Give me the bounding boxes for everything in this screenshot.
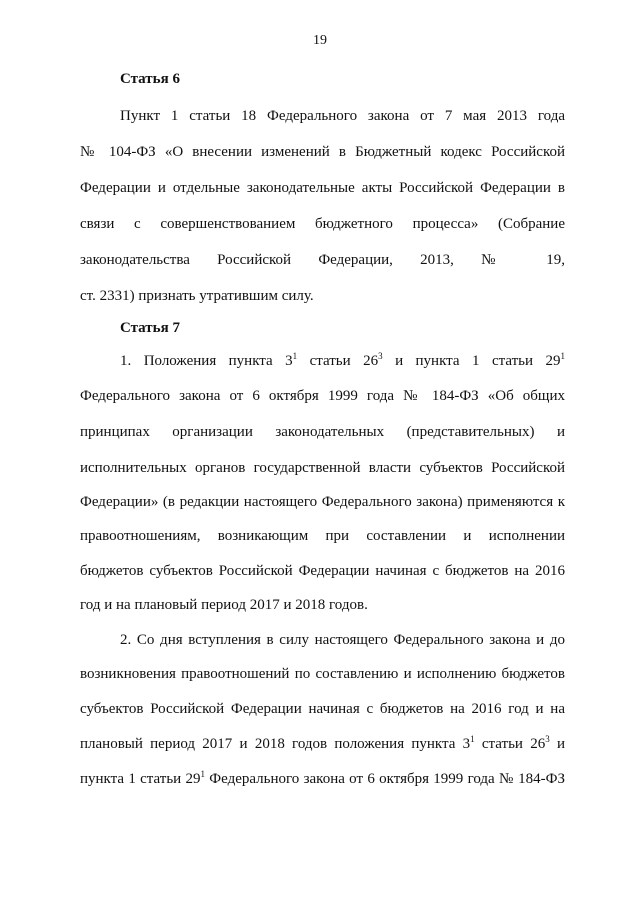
text-segment: статьи 26: [474, 736, 546, 752]
superscript: 1: [200, 769, 205, 779]
article-7-p2-line: субъектов Российской Федерации начиная с бюджетов на 2016 год и на: [80, 701, 565, 717]
text-segment: статьи 26: [297, 353, 379, 369]
text-segment: Федерального закона от 6 октября 1999 года № 184-ФЗ: [205, 771, 565, 787]
text-segment: и пункта 1 статьи 29: [382, 353, 561, 369]
page-number: 19: [313, 33, 327, 48]
superscript: 1: [560, 351, 565, 361]
article-6-line: связи с совершенствованием бюджетного процесса» (Собрание: [80, 216, 565, 232]
article-7-p1-line: принципах организации законодательных (представительных) и: [80, 424, 565, 440]
text-segment: 1. Положения пункта 3: [120, 353, 293, 369]
article-6-line: Пункт 1 статьи 18 Федерального закона от 7 мая 2013 года: [120, 108, 565, 124]
article-7-p1-line: Федерального закона от 6 октября 1999 года № 184-ФЗ «Об общих: [80, 388, 565, 404]
article-6-line: № 104-ФЗ «О внесении изменений в Бюджетный кодекс Российской: [80, 144, 565, 160]
article-6-line: ст. 2331) признать утратившим силу.: [80, 288, 314, 304]
article-6-line: Федерации и отдельные законодательные акты Российской Федерации в: [80, 180, 565, 196]
article-7-p2-line: возникновения правоотношений по составлению и исполнению бюджетов: [80, 666, 565, 682]
article-7-p2-line: [80, 735, 565, 753]
article-7-heading: Статья 7: [120, 320, 180, 336]
superscript: 1: [470, 734, 475, 744]
text-segment: и: [549, 736, 565, 752]
article-6-heading: Статья 6: [120, 71, 180, 87]
article-7-p1-line: бюджетов субъектов Российской Федерации начиная с бюджетов на 2016: [80, 563, 565, 579]
text-segment: плановый период 2017 и 2018 годов положения пункта 3: [80, 736, 471, 752]
superscript: 1: [292, 351, 298, 361]
text-segment: пункта 1 статьи 29: [80, 771, 201, 787]
article-7-p1-line: год и на плановый период 2017 и 2018 годов.: [80, 597, 368, 613]
article-7-p2-line: [80, 770, 565, 788]
article-6-line: законодательства Российской Федерации, 2013, № 19,: [80, 252, 565, 268]
article-7-p1-line: правоотношениям, возникающим при составлении и исполнении: [80, 528, 565, 544]
superscript: 3: [378, 351, 383, 361]
article-7-p1-line: [120, 352, 565, 370]
article-7-p1-line: Федерации» (в редакции настоящего Федерального закона) применяются к: [80, 494, 565, 510]
article-7-p2-line: 2. Со дня вступления в силу настоящего Федерального закона и до: [120, 632, 565, 648]
article-7-p1-line: исполнительных органов государственной власти субъектов Российской: [80, 460, 565, 476]
superscript: 3: [545, 734, 550, 744]
